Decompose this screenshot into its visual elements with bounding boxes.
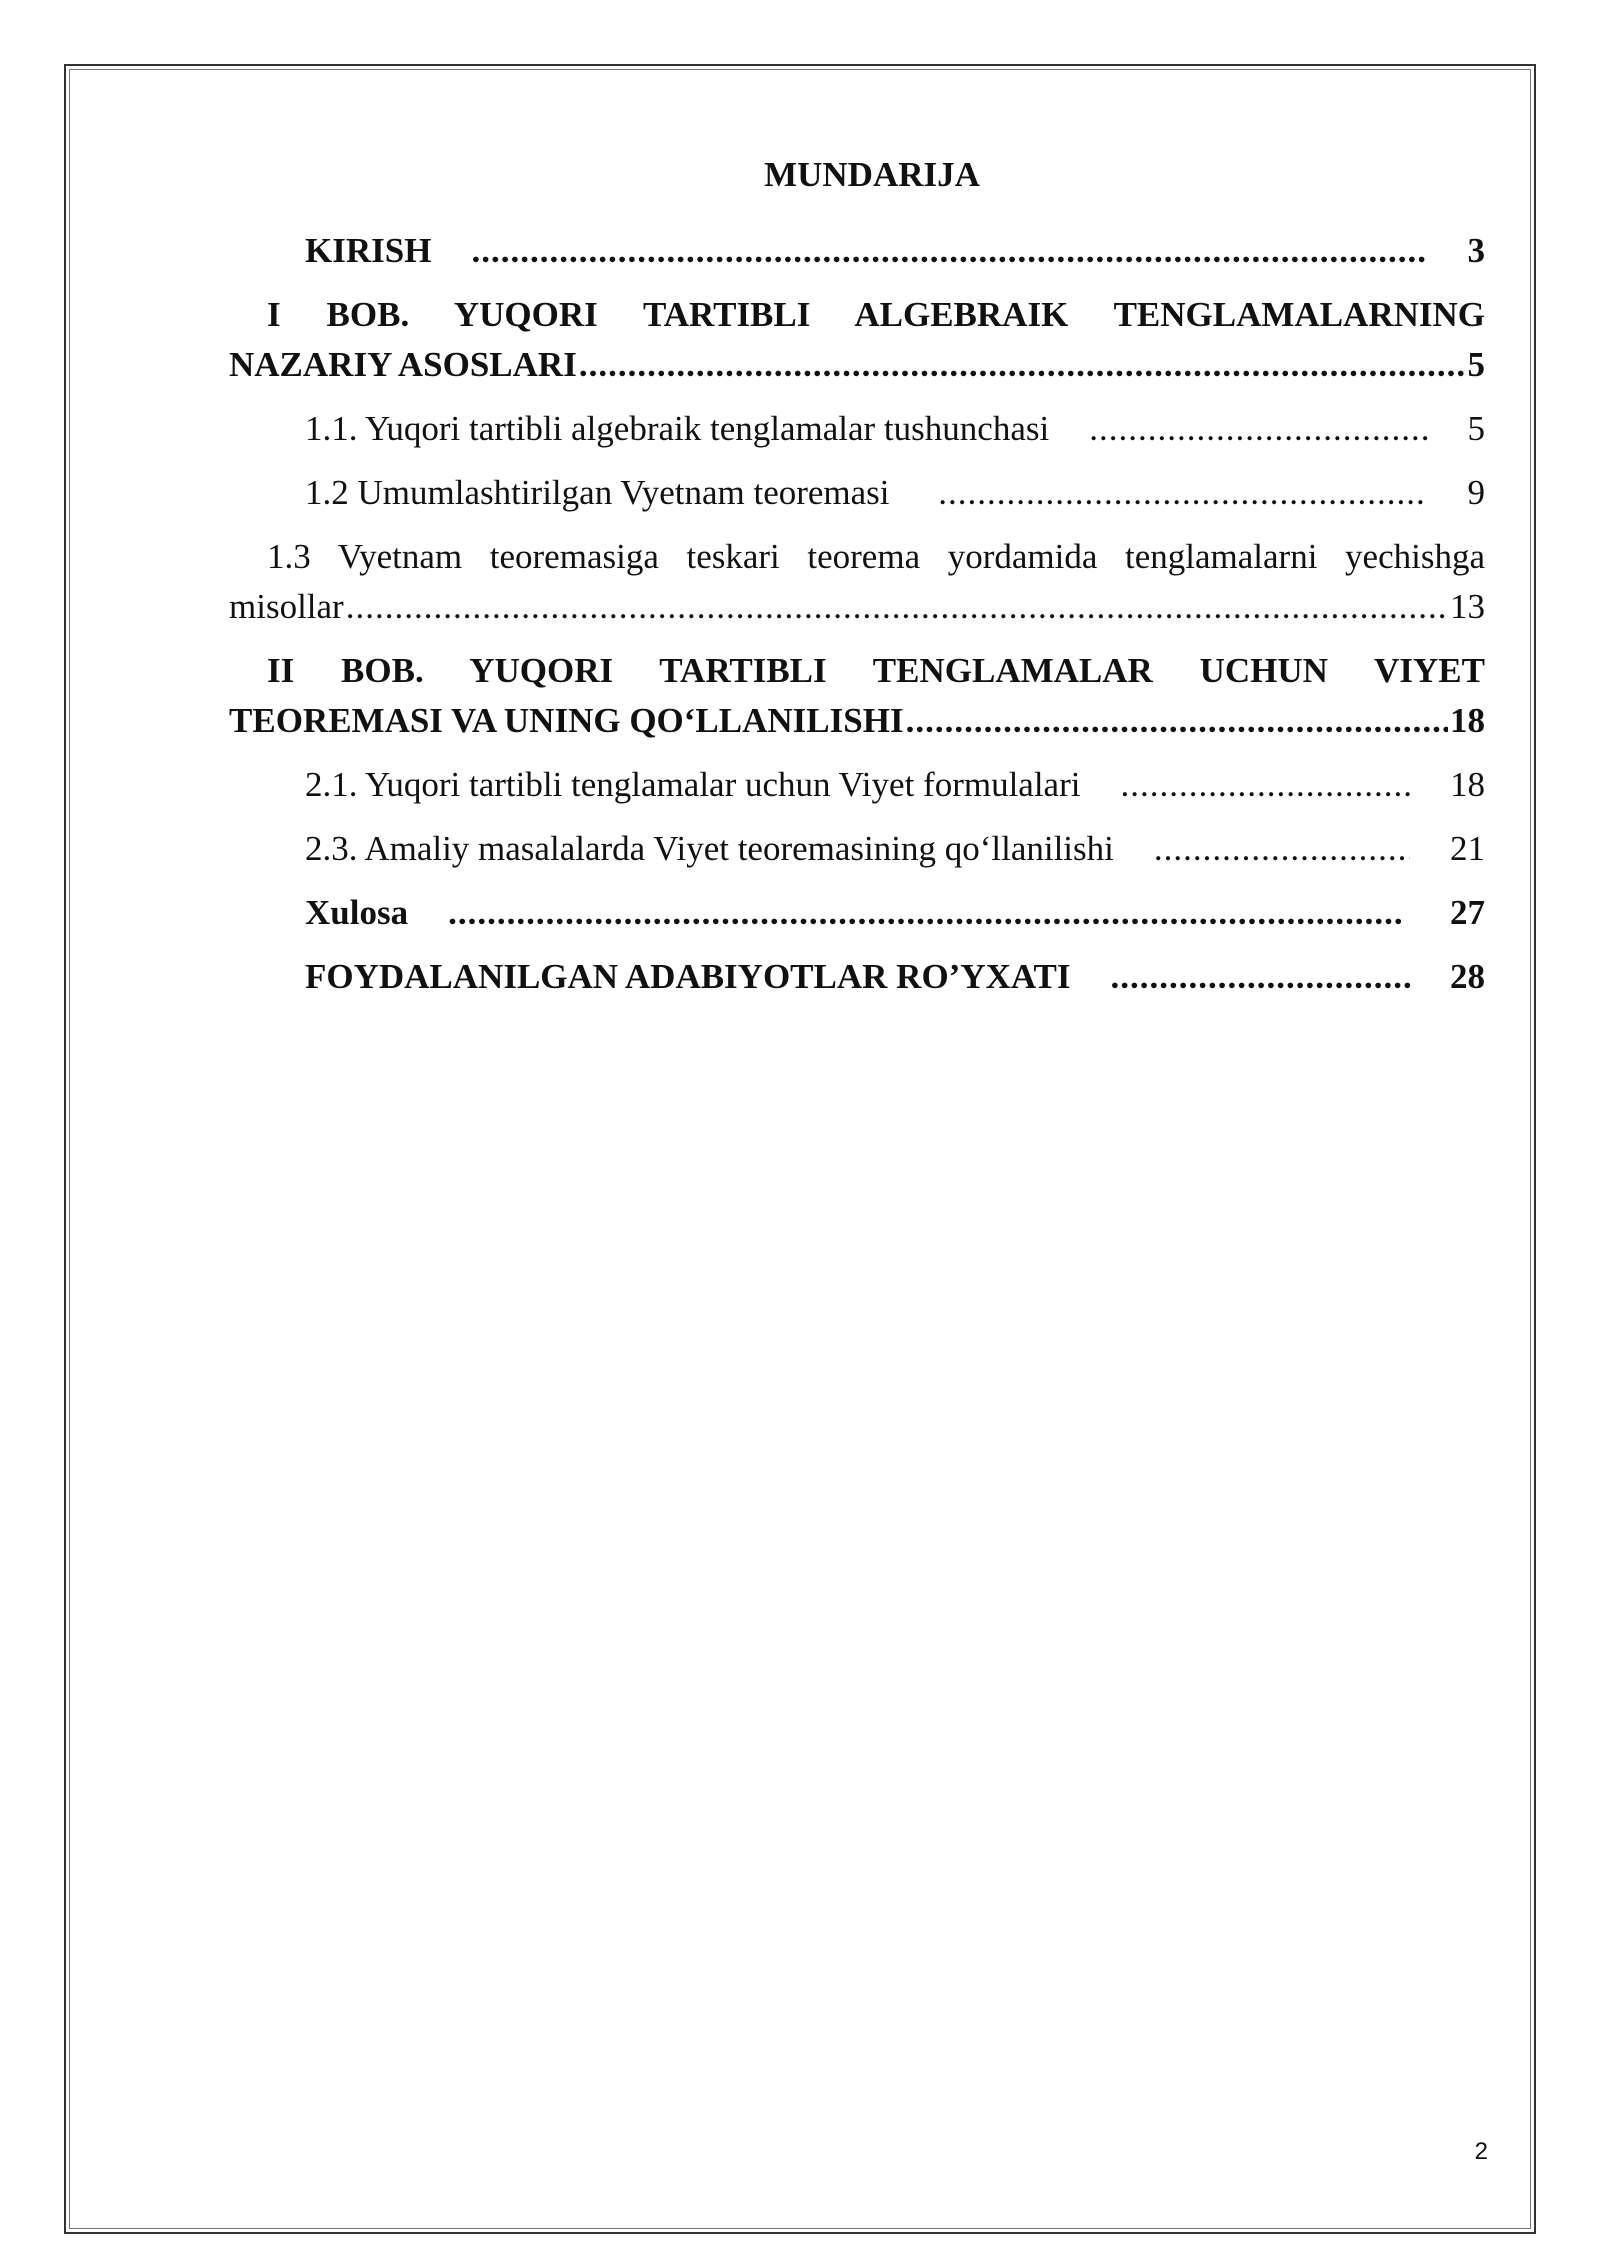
toc-entry-section-1-3[interactable] — [229, 532, 1485, 632]
toc-entry-references[interactable] — [229, 952, 1485, 1002]
toc-page-number: 18 — [1450, 701, 1485, 740]
toc-page-number: 5 — [1467, 409, 1485, 448]
dot-leader — [1073, 952, 1410, 1002]
dot-leader — [579, 340, 1466, 390]
dot-leader — [410, 888, 1401, 938]
toc-entry-text-line2: misollar — [229, 587, 344, 626]
toc-title: MUNDARIJA — [764, 155, 980, 194]
toc-entry-chapter-1[interactable] — [229, 290, 1485, 390]
toc-page-number: 5 — [1467, 345, 1485, 384]
toc-entry-text: KIRISH — [305, 231, 432, 270]
toc-entry-text: 2.1. Yuqori tartibli tenglamalar uchun Viyet formulalari — [305, 765, 1081, 804]
toc-entry-text-line1: 1.3 Vyetnam teoremasiga teskari teorema yordamida tenglamalarni yechishga — [267, 537, 1485, 576]
toc-page-number: 21 — [1450, 829, 1485, 868]
toc-entry-text-line2: NAZARIY ASOSLARI — [229, 345, 577, 384]
toc-entry-kirish[interactable] — [229, 226, 1485, 276]
toc-page-number: 13 — [1450, 587, 1485, 626]
toc-entry-text-line2: TEOREMASI VA UNING QO‘LLANILISHI — [229, 701, 904, 740]
toc-entry-text: 1.1. Yuqori tartibli algebraik tenglamalar tushunchasi — [305, 409, 1050, 448]
toc-entry-text-line1: I BOB. YUQORI TARTIBLI ALGEBRAIK TENGLAMALARNING — [267, 295, 1485, 334]
toc-entry-text: FOYDALANILGAN ADABIYOTLAR RO’YXATI — [305, 957, 1071, 996]
toc-entry-text: Xulosa — [305, 893, 409, 932]
toc-entry-conclusion[interactable] — [229, 888, 1485, 938]
dot-leader — [906, 696, 1448, 746]
dot-leader — [1051, 404, 1427, 454]
toc-entry-chapter-2[interactable] — [229, 646, 1485, 746]
table-of-contents — [229, 150, 1485, 1016]
toc-entry-text: 1.2 Umumlashtirilgan Vyetnam teoremasi — [305, 473, 899, 512]
toc-entry-text-line1: II BOB. YUQORI TARTIBLI TENGLAMALAR UCHUN VIYET — [267, 651, 1485, 690]
dot-leader — [1082, 760, 1410, 810]
dot-leader — [433, 226, 1427, 276]
page-number: 2 — [1474, 2138, 1488, 2165]
toc-page-number: 3 — [1467, 231, 1485, 270]
toc-entry-section-1-2[interactable] — [229, 468, 1485, 518]
dot-leader — [900, 468, 1427, 518]
toc-page-number: 9 — [1467, 473, 1485, 512]
toc-entry-text: 2.3. Amaliy masalalarda Viyet teoremasining qo‘llanilishi — [305, 829, 1114, 868]
toc-page-number: 18 — [1450, 765, 1485, 804]
toc-page-number: 27 — [1441, 893, 1485, 932]
toc-entry-section-2-3[interactable] — [229, 824, 1485, 874]
toc-entry-section-2-1[interactable] — [229, 760, 1485, 810]
toc-page-number: 28 — [1450, 957, 1485, 996]
toc-entry-section-1-1[interactable] — [229, 404, 1485, 454]
dot-leader — [346, 582, 1448, 632]
dot-leader — [1116, 824, 1410, 874]
